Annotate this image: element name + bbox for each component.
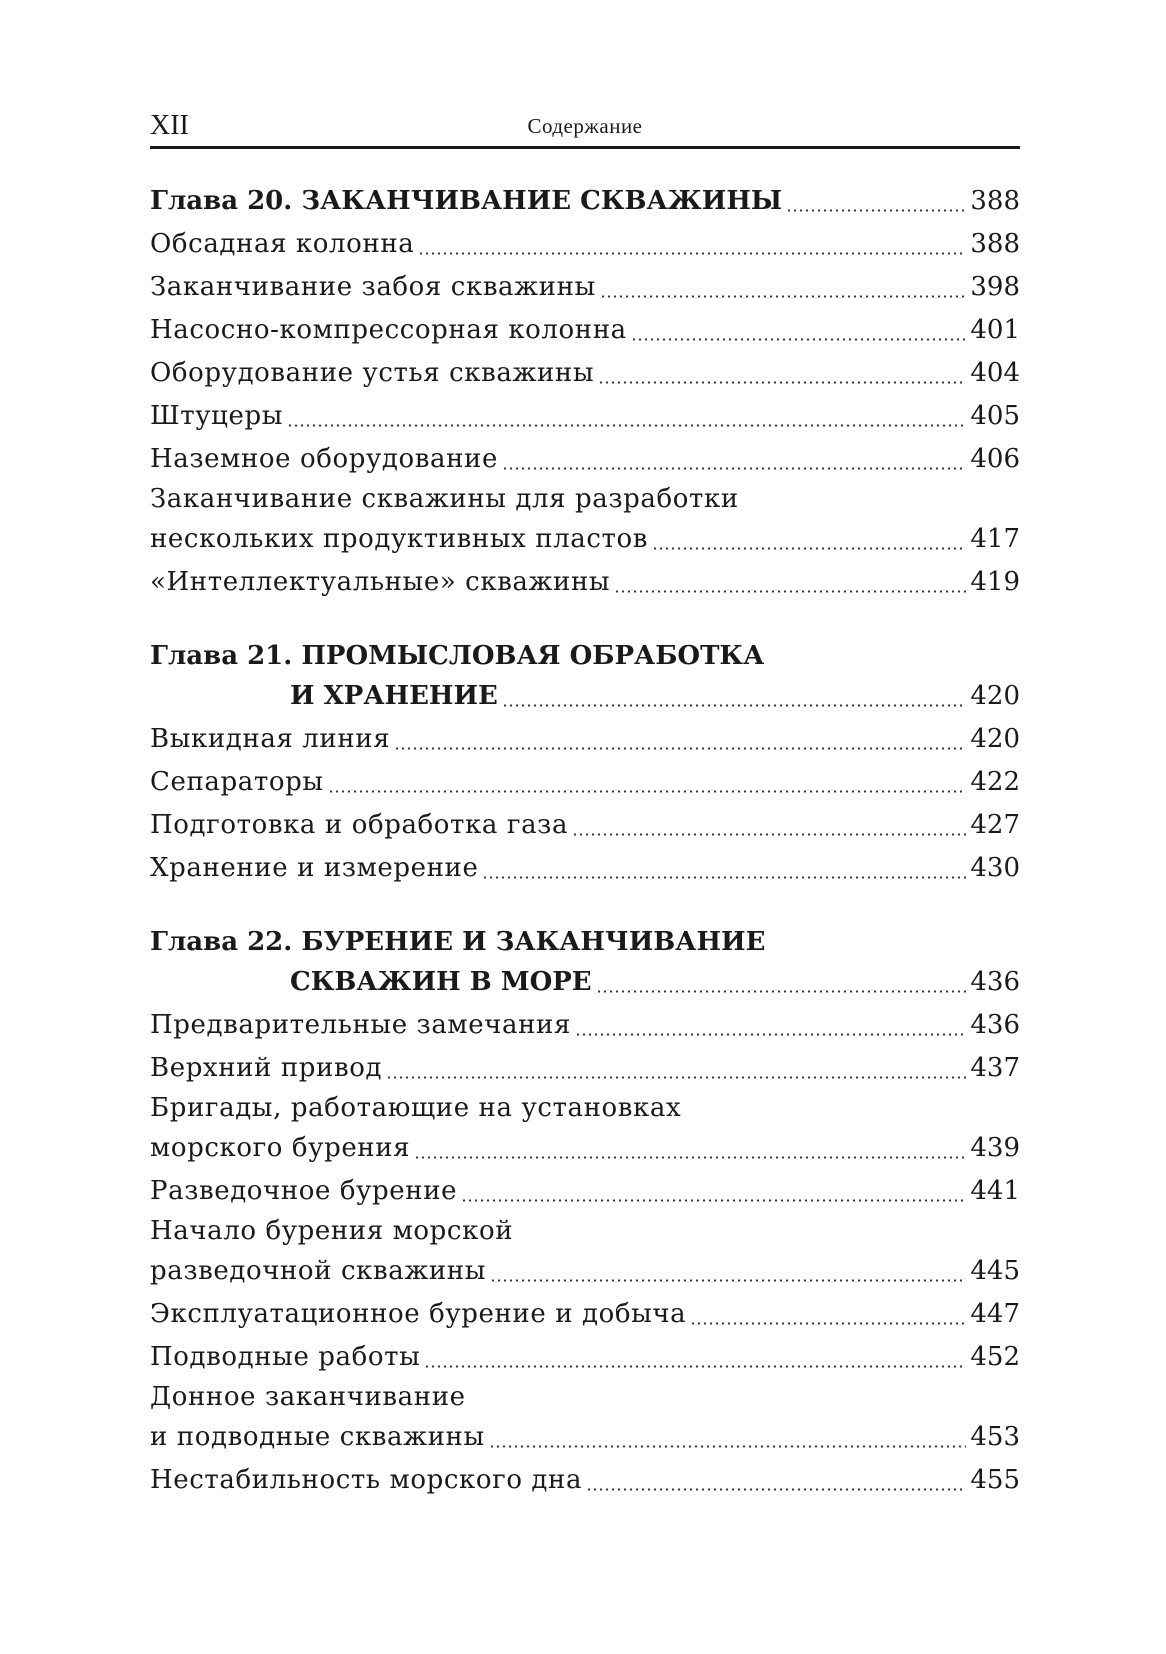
toc-entry[interactable] <box>150 223 1020 266</box>
dot-leader <box>596 990 967 993</box>
toc-entry-title: Наземное оборудование <box>150 444 498 474</box>
toc-entry-page-number: 420 <box>970 724 1020 754</box>
toc-entry[interactable] <box>150 1459 1020 1502</box>
dot-leader <box>287 424 966 427</box>
toc-entry[interactable] <box>150 1047 1020 1090</box>
dot-leader <box>418 252 966 255</box>
toc-entry-page-number: 427 <box>970 810 1020 840</box>
dot-leader <box>631 338 967 341</box>
dot-leader <box>652 547 966 550</box>
toc-entry-page-number: 445 <box>970 1256 1020 1286</box>
toc-entry[interactable] <box>150 1293 1020 1336</box>
toc-entry[interactable] <box>150 352 1020 395</box>
toc-entry-page-number: 405 <box>970 401 1020 431</box>
dot-leader <box>786 209 966 212</box>
chapter-22 <box>150 924 1020 1502</box>
dot-leader <box>598 381 966 384</box>
toc-entry-title: Подводные работы <box>150 1342 421 1372</box>
toc-entry[interactable] <box>150 309 1020 352</box>
toc-entry-title: морского бурения <box>150 1133 411 1163</box>
dot-leader <box>502 467 966 470</box>
dot-leader <box>614 590 966 593</box>
toc-entry[interactable] <box>150 266 1020 309</box>
toc-entry-title: и подводные скважины <box>150 1422 485 1452</box>
toc-entry-title: Насосно-компрессорная колонна <box>150 315 627 345</box>
toc-entry-page-number: 452 <box>970 1342 1020 1372</box>
toc-entry-title: Штуцеры <box>150 401 283 431</box>
chapter-title-line: Глава 20. ЗАКАНЧИВАНИЕ СКВАЖИНЫ <box>150 186 783 216</box>
page-folio: XII <box>150 110 189 141</box>
chapter-title-line: Глава 21. ПРОМЫСЛОВАЯ ОБРАБОТКА <box>150 641 765 671</box>
toc-entry[interactable] <box>150 1416 1020 1459</box>
toc-entry-line: Донное заканчивание <box>150 1382 466 1412</box>
chapter-20 <box>150 180 1020 604</box>
running-head <box>150 110 1020 149</box>
toc-entry-title: Обсадная колонна <box>150 229 415 259</box>
toc-entry-page-number: 439 <box>970 1133 1020 1163</box>
toc-entry-page-number: 441 <box>970 1176 1020 1206</box>
toc-entry[interactable] <box>150 1250 1020 1293</box>
toc-entry[interactable] <box>150 1170 1020 1213</box>
toc-entry-title: «Интеллектуальные» скважины <box>150 567 611 597</box>
toc-entry-page-number: 406 <box>970 444 1020 474</box>
dot-leader <box>690 1322 966 1325</box>
toc-entry[interactable] <box>150 518 1020 561</box>
toc-entry-page-number: 437 <box>970 1053 1020 1083</box>
toc-entry-title: Выкидная линия <box>150 724 391 754</box>
toc-entry-line: Начало бурения морской <box>150 1216 514 1246</box>
dot-leader <box>490 1279 966 1282</box>
chapter-page-number: 388 <box>970 186 1020 216</box>
toc-entry[interactable] <box>150 718 1020 761</box>
chapter-title-line: СКВАЖИН В МОРЕ <box>290 967 592 997</box>
toc-entry-page-number: 430 <box>970 853 1020 883</box>
dot-leader <box>489 1445 967 1448</box>
toc-entry[interactable] <box>150 761 1020 804</box>
toc-entry[interactable] <box>150 847 1020 890</box>
toc-entry[interactable] <box>150 1004 1020 1047</box>
dot-leader <box>328 790 967 793</box>
chapter-page-number: 436 <box>970 967 1020 997</box>
toc-entry-title: Нестабильность морского дна <box>150 1465 583 1495</box>
toc-entry-page-number: 436 <box>970 1010 1020 1040</box>
toc-entry[interactable] <box>150 561 1020 604</box>
dot-leader <box>461 1199 966 1202</box>
dot-leader <box>386 1076 966 1079</box>
toc-entry-page-number: 401 <box>970 315 1020 345</box>
toc-entry-title: Предварительные замечания <box>150 1010 571 1040</box>
toc-entry-page-number: 453 <box>970 1422 1020 1452</box>
toc-entry[interactable] <box>150 395 1020 438</box>
chapter-page-number: 420 <box>970 681 1020 711</box>
toc-entry-title: Заканчивание забоя скважины <box>150 272 596 302</box>
dot-leader <box>424 1365 966 1368</box>
chapter-heading-row[interactable] <box>150 180 1020 223</box>
toc-entry[interactable] <box>150 438 1020 481</box>
dot-leader <box>414 1156 966 1159</box>
toc-entry-line: Бригады, работающие на установках <box>150 1093 682 1123</box>
toc-entry-title: нескольких продуктивных пластов <box>150 524 649 554</box>
toc-entry-page-number: 419 <box>970 567 1020 597</box>
chapter-heading-row[interactable] <box>150 961 1020 1004</box>
toc-entry-page-number: 455 <box>970 1465 1020 1495</box>
dot-leader <box>575 1033 966 1036</box>
toc-entry[interactable] <box>150 1336 1020 1379</box>
chapter-heading-row[interactable] <box>150 675 1020 718</box>
section-title: Содержание <box>527 114 643 138</box>
toc-entry-page-number: 447 <box>970 1299 1020 1329</box>
toc-entry-title: Оборудование устья скважины <box>150 358 595 388</box>
toc-entry-page-number: 417 <box>970 524 1020 554</box>
toc-entry-line: Заканчивание скважины для разработки <box>150 484 739 514</box>
toc-entry-page-number: 398 <box>970 272 1020 302</box>
dot-leader <box>600 295 967 298</box>
toc-entry-title: разведочной скважины <box>150 1256 486 1286</box>
toc-entry[interactable] <box>150 804 1020 847</box>
table-of-contents <box>150 180 1020 1508</box>
chapter-title-line: Глава 22. БУРЕНИЕ И ЗАКАНЧИВАНИЕ <box>150 927 766 957</box>
toc-entry-page-number: 404 <box>970 358 1020 388</box>
toc-entry-page-number: 422 <box>970 767 1020 797</box>
chapter-21 <box>150 638 1020 890</box>
toc-entry-title: Подготовка и обработка газа <box>150 810 569 840</box>
dot-leader <box>394 747 966 750</box>
toc-entry-page-number: 388 <box>970 229 1020 259</box>
chapter-title-line: И ХРАНЕНИЕ <box>290 681 498 711</box>
dot-leader <box>502 704 967 707</box>
toc-entry-title: Разведочное бурение <box>150 1176 458 1206</box>
toc-entry-title: Сепараторы <box>150 767 324 797</box>
dot-leader <box>572 833 966 836</box>
toc-entry-title: Верхний привод <box>150 1053 383 1083</box>
dot-leader <box>586 1488 966 1491</box>
dot-leader <box>482 876 966 879</box>
toc-entry[interactable] <box>150 1127 1020 1170</box>
toc-entry-title: Хранение и измерение <box>150 853 479 883</box>
toc-entry-title: Эксплуатационное бурение и добыча <box>150 1299 687 1329</box>
